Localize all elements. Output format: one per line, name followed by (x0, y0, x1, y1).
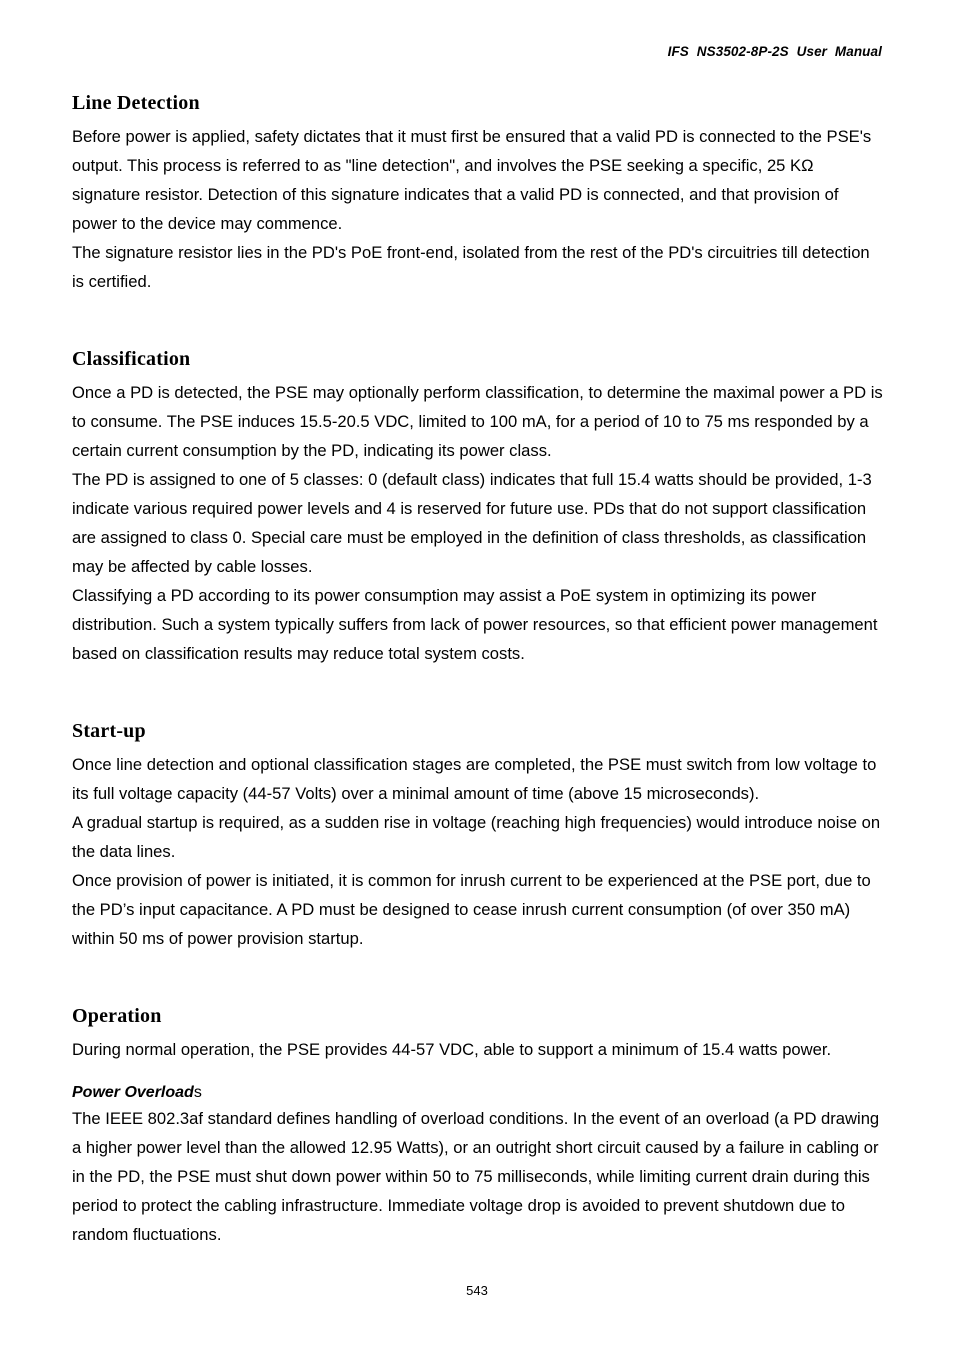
section-classification (72, 346, 886, 668)
paragraph: A gradual startup is required, as a sudden rise in voltage (reaching high frequencies) would introduce noise on the data lines. (72, 813, 881, 861)
document-body (72, 90, 886, 1249)
section-heading: Classification (72, 348, 191, 370)
subsection-heading-tail: s (193, 1084, 202, 1101)
page-number: 543 (466, 1283, 488, 1298)
paragraph: Once a PD is detected, the PSE may optionally perform classification, to determine the maximal power a PD is to consume. The PSE induces 15.5-20.5 VDC, limited to 100 mA, for a period of 10 to 75 ms responded by a certain current consumption by the PD, indicating its power class. (72, 383, 883, 460)
section-start-up (72, 718, 886, 953)
paragraph: The IEEE 802.3af standard defines handling of overload conditions. In the event of an overload (a PD drawing a higher power level than the allowed 12.95 Watts), or an outright short circuit caused by a failure in cabling or in the PD, the PSE must shut down power within 50 to 75 milliseconds, while limiting current drain during this period to protect the cabling infrastructure. Immediate voltage drop is avoided to prevent shutdown due to random fluctuations. (72, 1109, 880, 1244)
paragraph: During normal operation, the PSE provides 44-57 VDC, able to support a minimum of 15.4 watts power. (72, 1040, 832, 1059)
paragraph: Classifying a PD according to its power consumption may assist a PoE system in optimizing its power distribution. Such a system typically suffers from lack of power resources, so that efficient power management based on classification results may reduce total system costs. (72, 586, 878, 663)
paragraph: Before power is applied, safety dictates that it must first be ensured that a valid PD is connected to the PSE's output. This process is referred to as "line detection", and involves the PSE seeking a specific, 25 KΩ signature resistor. Detection of this signature indicates that a valid PD is connected, and that provision of power to the device may commence. (72, 127, 872, 233)
section-line-detection (72, 90, 886, 296)
paragraph: The PD is assigned to one of 5 classes: 0 (default class) indicates that full 15.4 watts should be provided, 1-3 indicate various required power levels and 4 is reserved for future use. PDs that do not support classification are assigned to class 0. Special care must be employed in the definition of class thresholds, as classification may be affected by cable losses. (72, 470, 872, 576)
section-heading: Operation (72, 1005, 162, 1027)
subsection-heading (72, 1082, 886, 1104)
running-header: IFS NS3502-8P-2S User Manual (667, 44, 882, 59)
section-heading: Line Detection (72, 92, 200, 114)
section-operation (72, 1003, 886, 1064)
paragraph: Once line detection and optional classification stages are completed, the PSE must switch from low voltage to its full voltage capacity (44-57 Volts) over a minimal amount of time (above 15 microseconds). (72, 755, 877, 803)
section-heading: Start-up (72, 720, 146, 742)
paragraph: Once provision of power is initiated, it is common for inrush current to be experienced at the PSE port, due to the PD’s input capacitance. A PD must be designed to cease inrush current consumption (of over 350 mA) within 50 ms of power provision startup. (72, 871, 871, 948)
subsection-heading-bold: Power Overload (72, 1084, 194, 1101)
paragraph: The signature resistor lies in the PD's PoE front-end, isolated from the rest of the PD's circuitries till detection is certified. (72, 243, 870, 291)
